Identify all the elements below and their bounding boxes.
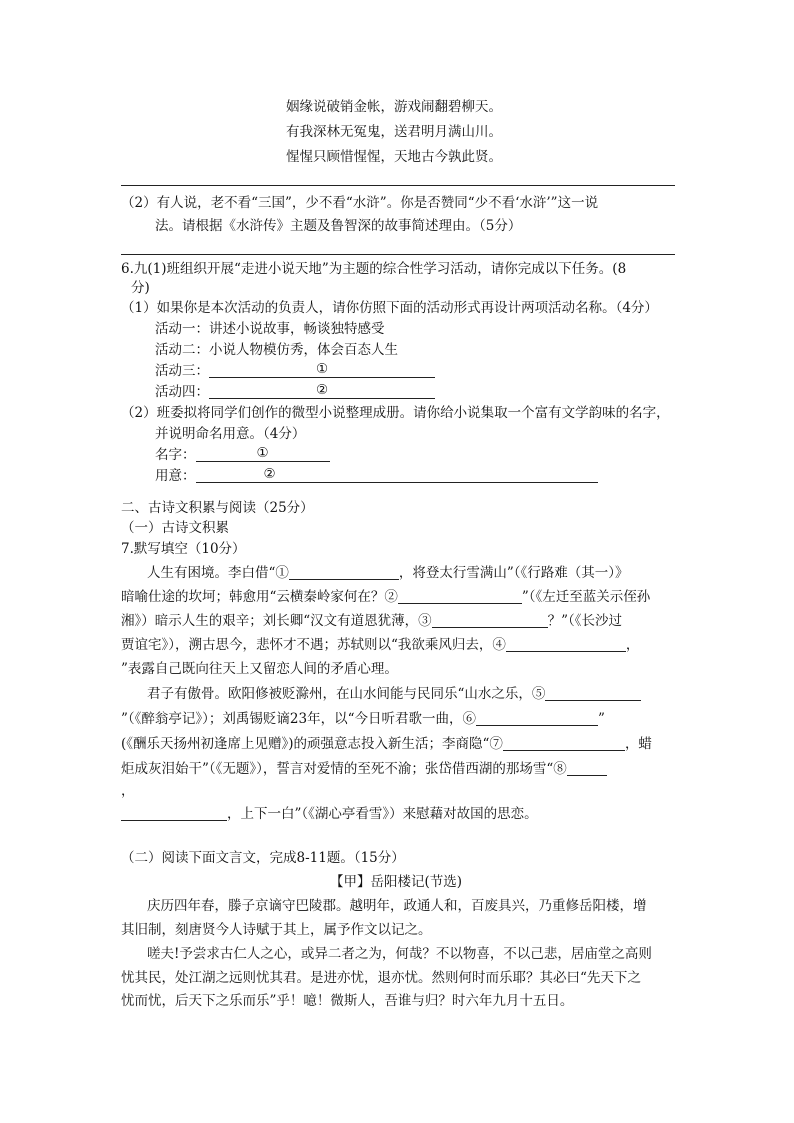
section-2-part-1: （一）古诗文积累 [121,520,229,536]
q7-p2-line-6 [121,804,538,824]
activity-3-blank[interactable] [209,361,435,378]
activity-3 [155,361,435,381]
text: ？”（《长沙过 [547,613,623,629]
q5-2-line-1: （2）有人说，老不看“三国”，少不看“水浒”。你是否赞同“少不看‘水浒’”这一说 [121,195,599,211]
passage-p2-line-3: 忧而忧，后天下之乐而乐”乎！噫！微斯人，吾谁与归？时六年九月十五日。 [121,993,574,1009]
fill-blank-5[interactable] [545,684,641,701]
text: ”（《左迁至蓝关示侄孙 [521,589,651,605]
q7-p2-line-1 [147,684,641,704]
fill-blank-2[interactable] [398,587,522,604]
q7-p2-line-2 [121,709,605,729]
text: ， [625,637,640,653]
q7-p1-line-3 [121,611,622,631]
q5-2-line-2: 法。请根据《水浒传》主题及鲁智深的故事简述理由。（5分） [155,218,522,234]
q7-p1-line-1 [147,563,629,583]
text: ，蜡 [624,736,652,752]
blank-number: ② [263,466,276,482]
q7-p2-line-5: ， [121,783,135,799]
blank-number: ② [315,382,329,398]
passage-title: 【甲】岳阳楼记(节选) [330,874,463,890]
fill-blank-8-cont[interactable] [121,804,227,821]
q6-sub2-line-1: （2）班委拟将同学们创作的微型小说整理成册。请你给小说集取一个富有文学韵味的名字， [121,405,670,421]
text: ，上下一白”（《湖心亭看雪》）来慰藉对故国的思恋。 [227,806,538,822]
poem-line-3: 惺惺只顾惜惺惺，天地古今孰此贤。 [286,149,502,165]
passage-p1-line-2: 其旧制，刻唐贤今人诗赋于其上，属予作文以记之。 [121,922,432,938]
text: 暗喻仕途的坎坷；韩愈用“云横秦岭家何在？② [121,589,398,605]
answer-line [121,254,675,255]
q7-p2-line-3 [121,734,652,754]
activity-4-blank[interactable] [209,382,435,399]
passage-p2-line-2: 忧其民，处江湖之远则忧其君。是进亦忧，退亦忧。然则何时而乐耶？其必曰“先天下之 [121,970,641,986]
name-blank[interactable] [196,445,330,462]
blank-number: ① [315,361,329,377]
fill-blank-4[interactable] [506,635,626,652]
poem-line-1: 姻缘说破销金帐，游戏闹翻碧柳天。 [286,99,502,115]
fill-blank-1[interactable] [289,563,399,580]
text: 人生有困境。李白借“① [147,565,289,581]
meaning-blank[interactable] [196,466,598,483]
activity-4-label: 活动四： [155,384,209,400]
text: ”（《醉翁亭记》）；刘禹锡贬谪23年，以“今日听君歌一曲，⑥ [121,711,476,727]
passage-p1-line-1: 庆历四年春，滕子京谪守巴陵郡。越明年，政通人和，百废具兴，乃重修岳阳楼，增 [147,898,647,914]
text: 君子有傲骨。欧阳修被贬滁州，在山水间能与民同乐“山水之乐，⑤ [147,686,546,702]
q6-line-2: 分) [131,280,150,296]
q7-p2-line-4 [121,759,607,779]
section-2-title: 二、古诗文积累与阅读（25分） [121,500,314,516]
part-2-title: （二）阅读下面文言文，完成8-11题。（15分） [121,850,405,866]
text: 贾谊宅》），溯古思今，悲怀才不遇；苏轼则以“我欲乘风归去，④ [121,637,506,653]
q6-line-1: 6.九(1)班组织开展“走进小说天地”为主题的综合性学习活动，请你完成以下任务。(8 [121,261,627,277]
q7-p1-line-5: ”表露自己既向往天上又留恋人间的矛盾心理。 [121,661,398,677]
meaning-label: 用意： [155,468,196,484]
meaning-row [155,466,598,486]
text: 湘》）暗示人生的艰辛；刘长卿“汉文有道恩犹薄，③ [121,613,432,629]
name-label: 名字： [155,447,196,463]
activity-1: 活动一：讲述小说故事，畅谈独特感受 [155,321,385,337]
text: ” [597,711,605,727]
text: ，将登太行雪满山”（《行路难（其一）》 [398,565,629,581]
q7-title: 7.默写填空（10分） [121,541,246,557]
name-row [155,445,330,465]
activity-3-label: 活动三： [155,363,209,379]
activity-2: 活动二：小说人物模仿秀，体会百态人生 [155,342,398,358]
fill-blank-7[interactable] [503,734,625,751]
fill-blank-8[interactable] [567,759,607,776]
fill-blank-6[interactable] [476,709,598,726]
poem-line-2: 有我深林无冤鬼，送君明月满山川。 [286,124,502,140]
answer-line [121,185,675,186]
passage-p2-line-1: 嗟夫!予尝求古仁人之心，或异二者之为，何哉？不以物喜，不以己悲，居庙堂之高则 [147,946,652,962]
text: (《酬乐天扬州初逢席上见赠》)的顽强意志投入新生活；李商隐“⑦ [121,736,503,752]
blank-number: ① [256,445,269,461]
fill-blank-3[interactable] [432,611,548,628]
q7-p1-line-4 [121,635,639,655]
activity-4 [155,382,435,402]
q7-p1-line-2 [121,587,650,607]
q6-sub2-line-2: 并说明命名用意。（4分） [155,426,306,442]
text: 炬成灰泪始干”（《无题》），誓言对爱情的至死不渝；张岱借西湖的那场雪“⑧ [121,761,567,777]
q6-sub1: （1）如果你是本次活动的负责人，请你仿照下面的活动形式再设计两项活动名称。（4分） [121,300,658,316]
